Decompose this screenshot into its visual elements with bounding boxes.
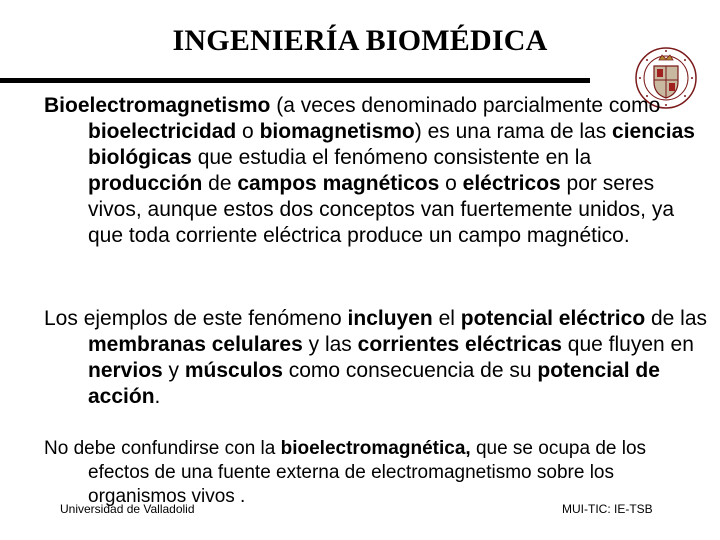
footer-university: Universidad de Valladolid <box>60 502 195 516</box>
text-span: (a veces denominado parcialmente como <box>270 94 661 117</box>
text-span: el <box>432 307 461 330</box>
term-incluyen: incluyen <box>347 307 433 330</box>
title-divider <box>0 78 590 83</box>
term-bioelectromagnetica: bioelectromagnética, <box>280 438 471 459</box>
text-span: No debe confundirse con la <box>44 438 281 459</box>
text-span: o <box>439 172 463 195</box>
term-campos-magneticos: campos magnéticos <box>237 172 440 195</box>
text-span: . <box>154 385 161 408</box>
text-span: como consecuencia de su <box>282 359 538 382</box>
text-span: de <box>202 172 238 195</box>
text-span: que fluyen en <box>561 333 694 356</box>
text-span: que se ocupa de los efectos de una fuente externa de electromagnetismo sobre los organismos vivos . <box>88 438 647 507</box>
text-span: y las <box>302 333 358 356</box>
term-biomagnetismo: biomagnetismo <box>259 120 415 143</box>
term-nervios: nervios <box>88 359 163 382</box>
text-span: o <box>236 120 260 143</box>
term-ciencias-biologicas: ciencias biológicas <box>88 120 695 169</box>
term-potencial-electrico: potencial eléctrico <box>460 307 646 330</box>
term-bioelectromagnetismo: Bioelectromagnetismo <box>44 94 271 117</box>
text-span: ) es una rama de las <box>414 120 613 143</box>
term-membranas-celulares: membranas celulares <box>88 333 303 356</box>
term-musculos: músculos <box>184 359 283 382</box>
footer-course-code: MUI-TIC: IE-TSB <box>562 502 653 516</box>
text-span: que estudia el fenómeno consistente en la <box>191 146 592 169</box>
text-span: por seres vivos, aunque estos dos conceptos van fuertemente unidos, ya que toda corriente eléctrica produce un campo magnético. <box>88 172 675 247</box>
term-produccion: producción <box>88 172 203 195</box>
term-potencial-de-accion: potencial de acción <box>88 359 660 408</box>
text-span: y <box>162 359 185 382</box>
term-corrientes-electricas: corrientes eléctricas <box>357 333 562 356</box>
text-span: Los ejemplos de este fenómeno <box>44 307 348 330</box>
slide-title: INGENIERÍA BIOMÉDICA <box>172 24 548 57</box>
term-bioelectricidad: bioelectricidad <box>88 120 237 143</box>
paragraph-bioelectromagnetica <box>44 437 688 509</box>
paragraph-bioelectromagnetismo <box>44 93 708 249</box>
text-span: de las <box>645 307 708 330</box>
term-electricos: eléctricos <box>462 172 561 195</box>
paragraph-ejemplos <box>44 306 708 410</box>
